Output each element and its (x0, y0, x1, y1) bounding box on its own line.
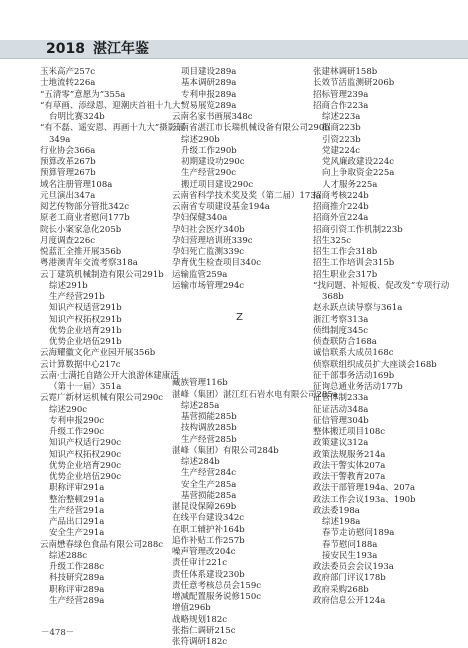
index-entry: 优势企业培伍290c (49, 472, 121, 482)
index-entry: 在职工辅护补164b (172, 524, 245, 535)
index-entry: 阅艺传物部分管批342c (40, 202, 129, 212)
index-entry: 招商合作223a (313, 100, 369, 111)
index-entry: 运输市场管理294c (172, 280, 244, 291)
index-entry: 域名注册管理108a (40, 179, 113, 190)
index-entry: 优势企业培伍291b (49, 337, 122, 347)
index-entry: 云霓广新材运机械有限公司290c (40, 393, 163, 404)
header-year: 2018 (46, 41, 85, 57)
index-entry: 责任意考核总员会159c (172, 580, 261, 591)
index-entry: 安全生产291a (49, 528, 105, 539)
index-entry: 项目建设289a (181, 67, 237, 77)
index-entry: 党建224c (322, 145, 360, 156)
index-entry: 整治整顿291a (49, 494, 105, 505)
index-entry: 征信管理304b (313, 415, 369, 426)
index-entry: 招商推介224b (313, 202, 369, 212)
index-entry: 湛峰（集团）有限公司284b (172, 445, 279, 456)
index-entry: 生产经营291b (49, 292, 105, 302)
index-entry: 基本调研289a (181, 78, 237, 89)
index-entry: 初期建设功290c (181, 157, 245, 167)
spacer (172, 367, 307, 378)
index-entry: 向上争取资金225a (322, 168, 395, 179)
spacer (172, 333, 307, 344)
index-entry: 职称评审289a (49, 584, 105, 595)
spacer (172, 345, 307, 356)
index-entry: 行业协会366a (40, 145, 96, 156)
index-entry: 招生工作培训会315b (313, 258, 395, 269)
index-entry: 政策法规服务214a (313, 449, 386, 460)
index-entry: 综述291b (49, 280, 88, 291)
index-entry: 战略规划182c (172, 614, 227, 625)
index-entry: 云南懋春绿色食品有限公司288c (40, 539, 163, 550)
index-entry: 侦查联防合168a (313, 337, 377, 347)
index-column-3 (313, 67, 450, 607)
index-entry: 湛昆设保障269b (172, 502, 237, 512)
index-entry: 升级工作290b (181, 145, 237, 156)
index-entry: 悦蓝汇全推开展356b (40, 247, 122, 257)
spacer (172, 356, 307, 367)
index-entry: 浙江考察313a (313, 314, 369, 325)
index-entry: 综述223a (322, 112, 361, 122)
index-entry: 侦缉制度345c (313, 325, 368, 336)
index-entry: 升级工作290c (49, 427, 104, 437)
index-entry: 张符调研182c (172, 637, 227, 647)
index-entry: 长效节活监测研206b (313, 78, 395, 89)
index-entry: 元旦演出347a (40, 190, 96, 201)
index-entry: 升级工作288c (49, 562, 104, 572)
index-entry: 知识产权适营291b (49, 303, 122, 314)
index-entry: 知识产权拓权291b (49, 314, 122, 325)
index-entry: 诚信联系大成员168c (313, 348, 394, 359)
index-entry: 招生工作会318b (313, 247, 378, 257)
index-entry: 湛峰（集团）湛江红石岩水电有限公司285a (172, 389, 338, 400)
index-entry: 基营损能285a (181, 490, 237, 501)
index-entry: 招商考核224b (313, 190, 369, 201)
index-entry: “有不磊、遥安恩、再画十九大”摄影展 (40, 123, 185, 134)
index-entry: 春节走访慰问189a (322, 528, 395, 539)
index-entry: 云丁建筑机械制造有限公司291b (40, 269, 164, 280)
index-entry: 政法干警实体207a (313, 460, 386, 471)
index-entry: 引资223b (322, 134, 361, 145)
index-entry: 预算管理267b (40, 168, 96, 179)
index-entry: 政法干部管理194a、207a (313, 483, 416, 494)
index-entry: 人才服务225a (322, 179, 378, 190)
index-entry: 云南·士满托自踏公开大浪游休建康活 (40, 370, 179, 381)
index-entry: （第十一届）351a (49, 382, 122, 392)
index-entry: 政府采购268b (313, 584, 369, 595)
index-entry: 士地流转226a (40, 78, 96, 89)
index-entry: 生产经营284c (181, 468, 236, 479)
header-title: 湛江年鉴 (92, 41, 149, 57)
index-entry: 专利申报290c (49, 415, 104, 426)
index-entry: 赵永跃点读导察与361a (313, 303, 403, 314)
index-entry: 云南省湛江市长瑞机械设备有限公司290b (172, 123, 330, 134)
index-entry: 征千部事务活动169b (313, 370, 395, 381)
index-entry: 玉米高产257c (40, 67, 95, 77)
index-entry: 综述288c (49, 550, 87, 561)
index-entry: 安全生产285a (181, 479, 237, 490)
index-entry: 招生职业会317b (313, 269, 378, 280)
index-entry: 党风廉政建设224c (322, 157, 394, 167)
index-entry: 知识产权适行290c (49, 438, 121, 449)
index-entry: 孕妇保健340a (172, 213, 228, 224)
index-entry: “找问题、补短板、促改发”专项行动 (313, 280, 450, 291)
section-letter: Z (236, 312, 243, 324)
index-entry: 云南名家书画展348c (172, 112, 253, 122)
index-entry: 征证活动348a (313, 404, 369, 415)
index-entry: 政策建议312a (313, 438, 369, 449)
index-entry: 追作补贴工作257b (172, 535, 245, 546)
index-entry: 科技研究289a (49, 573, 105, 584)
index-entry: 增减配置服务说修150c (172, 592, 261, 602)
index-entry: 产品出口291a (49, 517, 105, 527)
index-entry: 预算改革267b (40, 157, 96, 167)
index-entry: 征询总通业务活动177b (313, 382, 403, 392)
page-header (46, 41, 149, 57)
index-entry: 藏族管理116b (172, 378, 228, 389)
index-entry: 349a (49, 134, 71, 145)
index-entry: 征管体制233a (313, 393, 369, 404)
index-entry: 知识产权拓权290c (49, 449, 121, 460)
index-column-1 (40, 67, 185, 607)
index-entry: 运输监管259a (172, 269, 228, 280)
index-entry: 原老工商业者慰问177b (40, 213, 130, 224)
index-entry: 孕妇营理培训班339c (172, 235, 253, 246)
index-entry: 优势企业培育290c (49, 460, 121, 471)
index-entry: 孕妇社会医疗340b (172, 224, 245, 235)
index-entry: 政府部门评议178b (313, 573, 386, 584)
index-entry: 政法委员会会议193a (313, 562, 394, 572)
index-entry: 政法干警教育207a (313, 472, 386, 482)
index-entry: 云南省科学技术奖及奖（第二届）173a (172, 190, 321, 201)
index-entry: 招标管理239a (313, 89, 369, 100)
index-entry: 责任体系建设230b (172, 569, 245, 580)
index-entry: 生产经营290c (181, 168, 236, 179)
index-entry: 院长小案家急化205b (40, 224, 122, 235)
spacer (172, 292, 307, 303)
index-entry: 接安民生193a (322, 550, 378, 561)
index-entry: 专利申报289a (181, 89, 237, 100)
index-entry: 综述290c (49, 404, 87, 415)
index-entry: 在线平台建设342c (172, 513, 244, 524)
index-entry: 粤港澳青年交流考察318a (40, 258, 138, 269)
index-entry: 云海耀徽文化产业园开展356b (40, 348, 156, 359)
index-entry: 综述290b (181, 134, 220, 145)
index-entry: 基营损能285b (181, 412, 237, 422)
index-entry: 增值296b (172, 603, 211, 614)
index-entry: 生产经营289a (49, 595, 105, 606)
index-entry: 政法委198a (313, 505, 360, 516)
index-entry: 孕育优生检查项目340c (172, 258, 261, 269)
index-entry: 张建林调研158b (313, 67, 378, 77)
index-entry: 政法工作会议193a、190b (313, 494, 416, 505)
index-entry: 综述284b (181, 457, 220, 467)
index-entry: 台明比赛324b (49, 112, 105, 122)
index-entry: 云南省专项建设基金194a (172, 202, 270, 212)
index-entry: 侦察联组织成员扩大座谈会168b (313, 359, 437, 370)
index-entry: 噪声管理改204c (172, 547, 236, 557)
index-entry: “五清零”意愿为”355a (40, 89, 126, 100)
index-entry: 368b (322, 292, 344, 302)
index-entry: 云计算数据中心217c (40, 359, 121, 370)
index-entry: 招生325c (313, 235, 351, 246)
index-entry: 招商外宣224a (313, 213, 369, 224)
index-entry: 优势企业培育291b (49, 325, 122, 336)
index-entry: 责任审计221c (172, 558, 227, 569)
index-entry: 政府信息公开124a (313, 595, 386, 606)
index-entry: 贸易展览289a (181, 100, 237, 111)
index-entry: 生产经营285b (181, 434, 237, 445)
index-entry: 搬迁项目建设290c (181, 179, 253, 190)
index-entry: 整体搬迁项目108c (313, 427, 385, 437)
index-entry: 张指仁调研215c (172, 625, 236, 636)
page-number: －478－ (41, 628, 75, 638)
index-entry: 职称评审291a (49, 483, 105, 494)
index-entry: 招商223b (322, 123, 361, 134)
index-entry: 生产经营291a (49, 505, 105, 516)
index-entry: 春节慰问188a (322, 539, 378, 550)
index-entry: 孕妇死亡监测339c (172, 247, 244, 257)
index-entry: “有草画、添绿恩、迎潮庆首祖十九大” (40, 100, 185, 111)
index-entry: 技构调放285b (181, 423, 237, 434)
index-entry: 综述285a (181, 400, 220, 411)
index-entry: 招商引资工作机制223b (313, 224, 403, 235)
index-entry: 月度调查226c (40, 235, 95, 246)
index-entry: 综述198a (322, 517, 361, 527)
